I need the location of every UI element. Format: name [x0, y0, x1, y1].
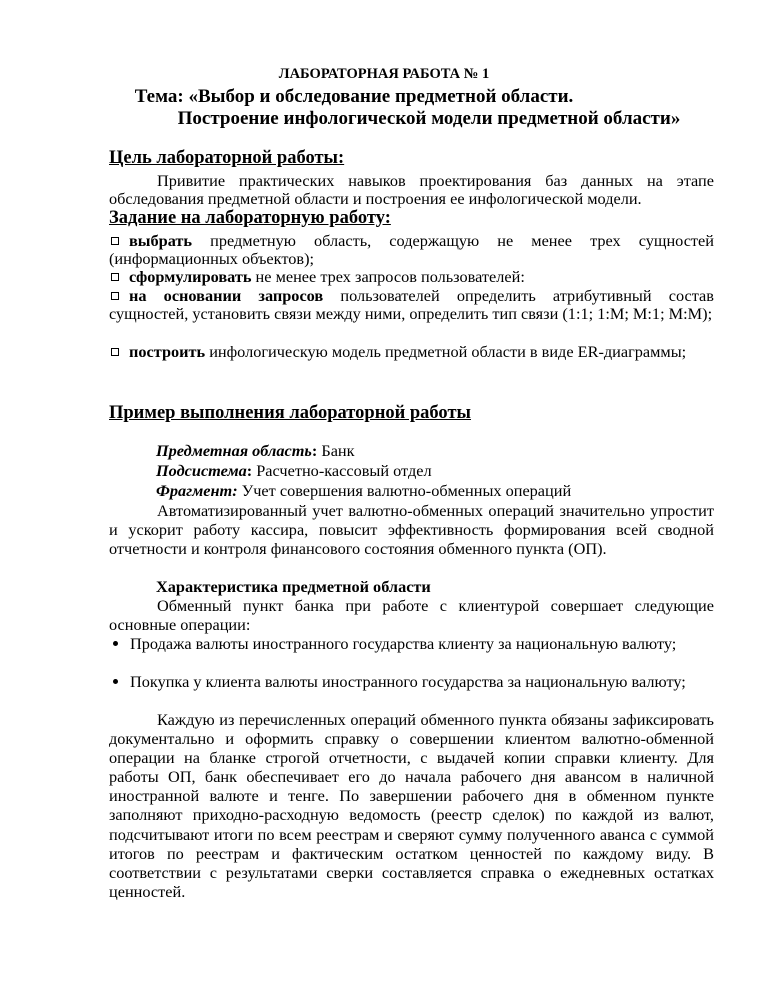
- checkbox-square-icon: [111, 292, 119, 300]
- goal-heading: Цель лабораторной работы:: [109, 148, 345, 168]
- final-paragraph: Каждую из перечисленных операций обменного пункта обязаны зафиксировать документально и оформить справку о совершении клиентом валютно-обменной операции на бланке строгой отчетности, с выдачей копии справки клиенту. Для работы ОП, банк обеспечивает его до начала рабочего дня авансом в наличной иностранной валюте и тенге. По завершении рабочего дня в обменном пункте заполняют приходно-расходную ведомость (реестр сделок) по каждой из валют, подсчитывают итоги по всем реестрам и сверяют сумму полученного аванса с суммой итогов по реестрам и фактическим остатком ценностей по каждому виду. В соответствии с результатами сверки составляется справка о ежедневных остатках ценностей.: [109, 710, 714, 901]
- fragment-value: Учет совершения валютно-обменных операций: [237, 481, 572, 500]
- domain-row: Предметная область: Банк: [156, 441, 355, 460]
- subsystem-row: Подсистема: Расчетно-кассовый отдел: [156, 461, 432, 480]
- task-item: [109, 343, 714, 361]
- intro-paragraph: Автоматизированный учет валютно-обменных операций значительно упростит и ускорит работу кассира, повысит эффективность формирования всей сводной отчетности и контроля финансового состояния обменного пункта (ОП).: [109, 501, 714, 558]
- bullet-dot-icon: [113, 679, 118, 684]
- topic-line-1: Тема: «Выбор и обследование предметной области.: [134, 86, 574, 107]
- task-item-text: не менее трех запросов пользователей:: [251, 267, 525, 286]
- characteristic-heading: Характеристика предметной области: [156, 577, 431, 596]
- lab-header: ЛАБОРАТОРНАЯ РАБОТА № 1: [278, 66, 490, 82]
- task-item-text: инфологическую модель предметной области в виде ER-диаграммы;: [205, 342, 687, 361]
- goal-text: Привитие практических навыков проектирования баз данных на этапе обследования предметной области и построения ее инфологической модели.: [109, 171, 714, 208]
- task-item-text: предметную область, содержащую не менее трех сущностей (информационных объектов);: [109, 231, 714, 268]
- checkbox-square-icon: [111, 273, 119, 281]
- task-item-keyword: сформулировать: [129, 267, 252, 286]
- domain-label: Предметная область: [156, 441, 312, 460]
- bullet-dot-icon: [113, 641, 118, 646]
- bullet-item: [109, 672, 714, 691]
- checkbox-square-icon: [111, 348, 119, 356]
- characteristic-text: Обменный пункт банка при работе с клиентурой совершает следующие основные операции:: [109, 596, 714, 634]
- fragment-label: Фрагмент:: [156, 481, 238, 500]
- task-item-keyword: построить: [129, 342, 206, 361]
- task-item-keyword: на основании запросов: [129, 286, 324, 305]
- subsystem-value: Расчетно-кассовый отдел: [256, 461, 432, 480]
- topic-line-2: Построение инфологической модели предметной области»: [177, 108, 681, 129]
- example-heading: Пример выполнения лабораторной работы: [109, 403, 471, 423]
- task-item: [109, 232, 714, 268]
- subsystem-label: Подсистема: [156, 461, 247, 480]
- bullet-text: Покупка у клиента валюты иностранного государства за национальную валюту;: [130, 672, 686, 691]
- bullet-item: [109, 634, 714, 653]
- task-heading: Задание на лабораторную работу:: [109, 208, 391, 228]
- domain-value: Банк: [321, 441, 355, 460]
- checkbox-square-icon: [111, 237, 119, 245]
- task-item: [109, 268, 714, 286]
- task-item: [109, 287, 714, 323]
- fragment-row: [156, 481, 571, 501]
- bullet-text: Продажа валюты иностранного государства клиенту за национальную валюту;: [130, 634, 677, 653]
- task-item-keyword: выбрать: [129, 231, 193, 250]
- task-item-text: пользователей определить атрибутивный состав сущностей, установить связи между ними, определить тип связи (1:1; 1:М; М:1; М:М);: [109, 286, 714, 323]
